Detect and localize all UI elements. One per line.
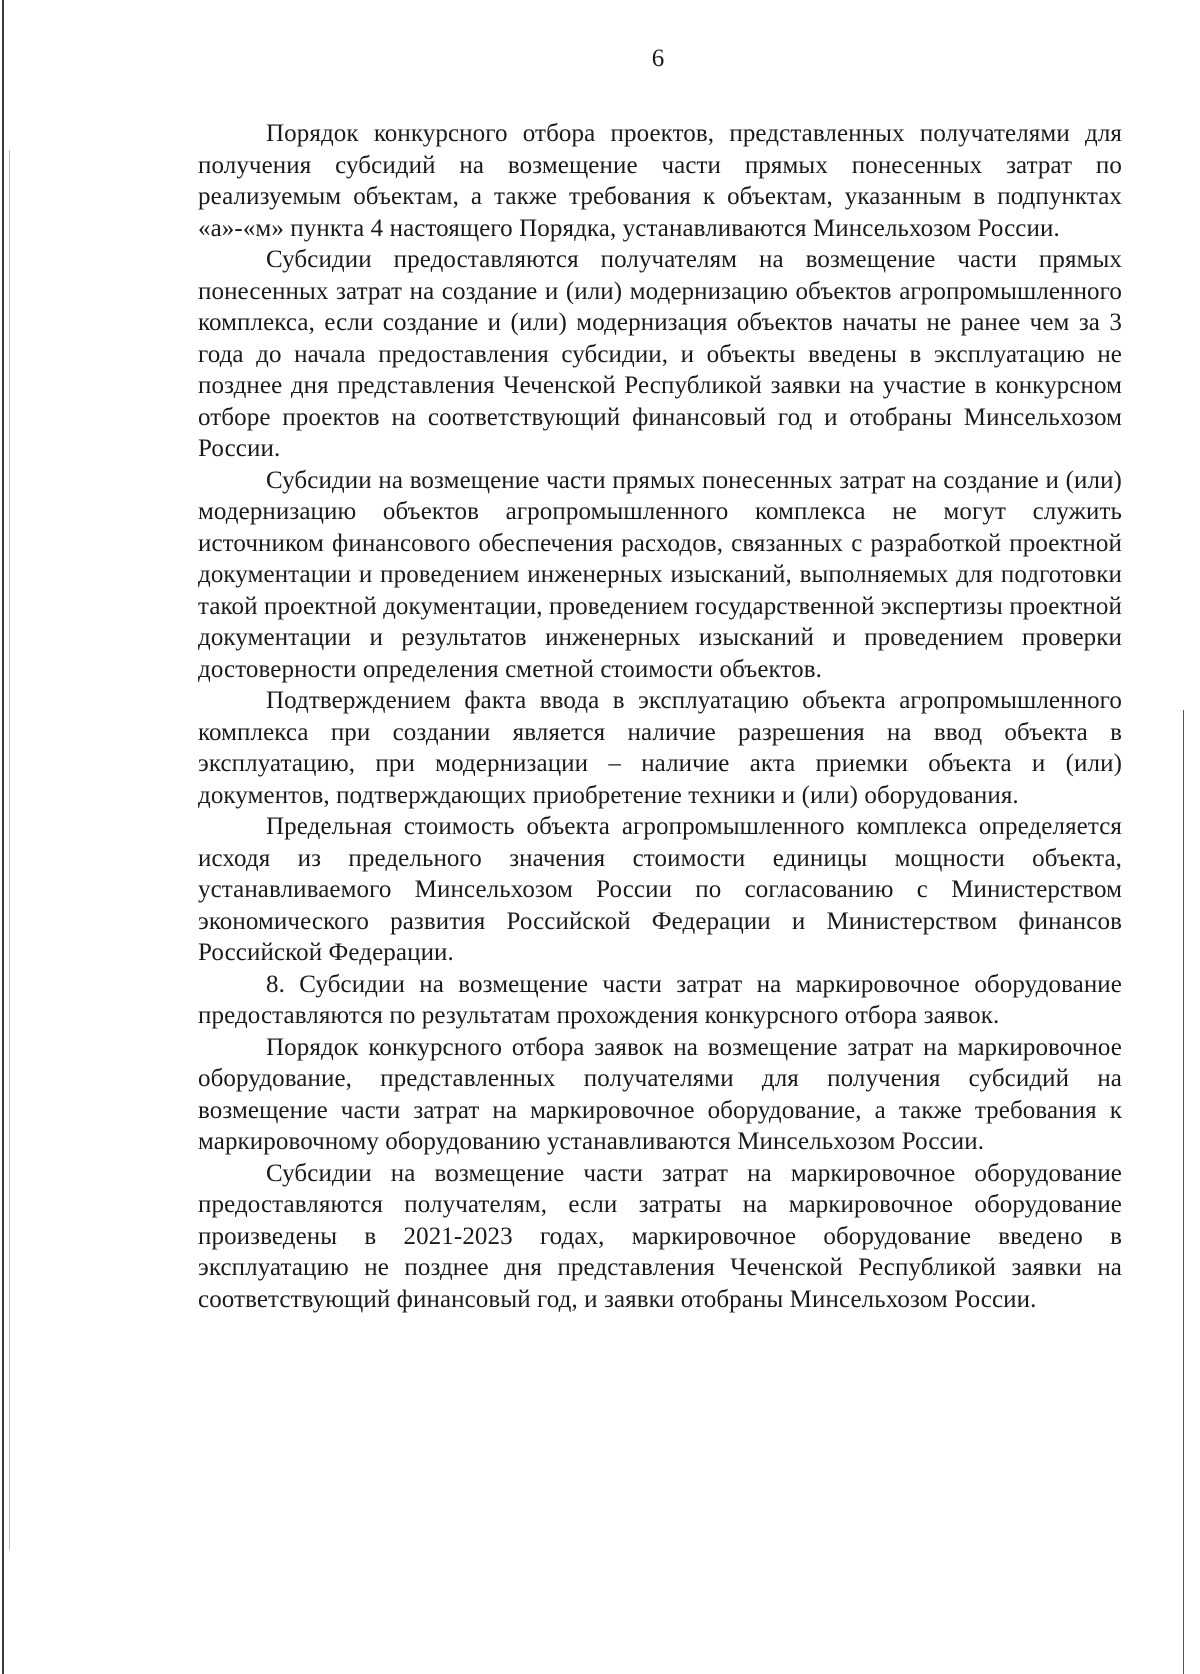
scan-edge-right (1183, 710, 1184, 1674)
paragraph-subsidy-conditions: Субсидии предоставляются получателям на возмещение части прямых понесенных затрат на создание и (или) модернизацию объектов агропромышленного комплекса, если создание и (или) модернизация объектов начаты не ранее чем за 3 года до начала предоставления субсидии, и объекты введены в эксплуатацию не позднее дня представления Чеченской Республикой заявки на участие в конкурсном отборе проектов на соответствующий финансовый год и отобраны Минсельхозом России. (198, 246, 1122, 462)
paragraph-commissioning-confirmation: Подтверждением факта ввода в эксплуатацию объекта агропромышленного комплекса при создании является наличие разрешения на ввод объекта в эксплуатацию, при модернизации – наличие акта приемки объекта и (или) документов, подтверждающих приобретение техники и (или) оборудования. (198, 687, 1122, 809)
paragraph-item-8: 8. Субсидии на возмещение части затрат на маркировочное оборудование предоставляются по результатам прохождения конкурсного отбора заявок. (198, 970, 1122, 1029)
scan-edge-left-shadow (9, 150, 10, 1550)
scan-edge-left (2, 0, 4, 1674)
document-body (198, 118, 1122, 1315)
paragraph-selection-procedure: Порядок конкурсного отбора проектов, представленных получателями для получения субсидий на возмещение части прямых понесенных затрат по реализуемым объектам, а также требования к объектам, указанным в подпунктах «а»-«м» пункта 4 настоящего Порядка, устанавливаются Минсельхозом России. (198, 120, 1122, 242)
paragraph-marking-selection-procedure: Порядок конкурсного отбора заявок на возмещение затрат на маркировочное оборудование, представленных получателями для получения субсидий на возмещение части затрат на маркировочное оборудование, а также требования к маркировочному оборудованию устанавливаются Минсельхозом России. (198, 1033, 1122, 1155)
paragraph-max-cost: Предельная стоимость объекта агропромышленного комплекса определяется исходя из предельного значения стоимости единицы мощности объекта, устанавливаемого Минсельхозом России по согласованию с Министерством экономического развития Российской Федерации и Министерством финансов Российской Федерации. (198, 813, 1122, 966)
paragraph-subsidy-restrictions: Субсидии на возмещение части прямых понесенных затрат на создание и (или) модернизацию объектов агропромышленного комплекса не могут служить источником финансового обеспечения расходов, связанных с разработкой проектной документации и проведением инженерных изысканий, выполняемых для подготовки такой проектной документации, проведением государственной экспертизы проектной документации и результатов инженерных изысканий и проведением проверки достоверности определения сметной стоимости объектов. (198, 466, 1122, 683)
paragraph-marking-subsidy-conditions: Субсидии на возмещение части затрат на маркировочное оборудование предоставляются получателям, если затраты на маркировочное оборудование произведены в 2021-2023 годах, маркировочное оборудование введено в эксплуатацию не позднее дня представления Чеченской Республикой заявки на соответствующий финансовый год, и заявки отобраны Минсельхозом России. (198, 1159, 1122, 1313)
page-number: 6 (651, 45, 665, 72)
